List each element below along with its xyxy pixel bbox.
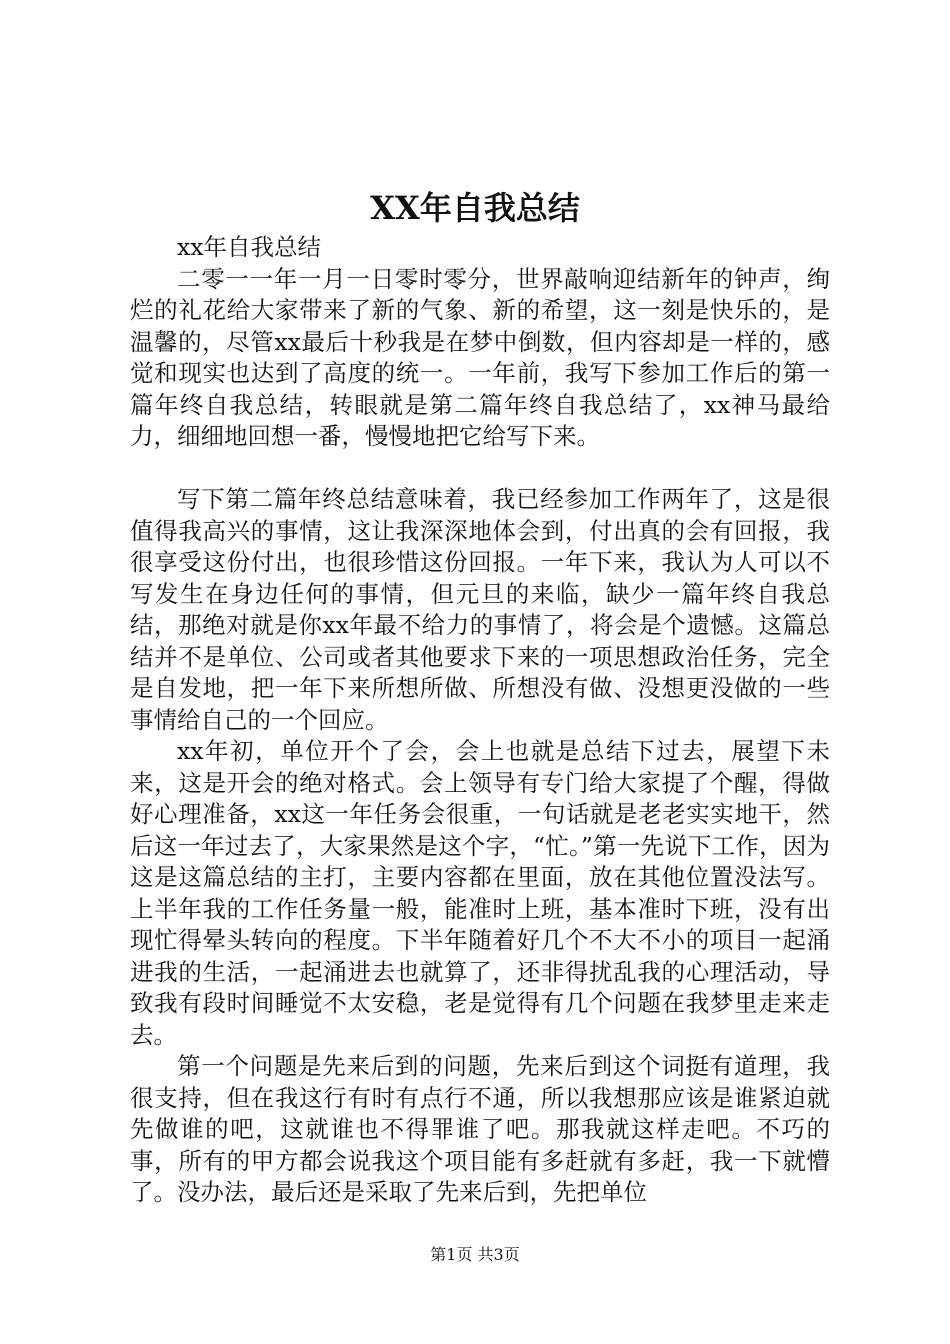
body-paragraph-2: 写下第二篇年终总结意味着，我已经参加工作两年了，这是很值得我高兴的事情，这让我深深地体会到，付出真的会有回报，我很享受这份付出，也很珍惜这份回报。一年下来，我认为人可以不写发生在身边任何的事情，但元旦的来临，缺少一篇年终自我总结，那绝对就是你xx年最不给力的事情了，将会是个遗憾。这篇总结并不是单位、公司或者其他要求下来的一项思想政治任务，完全是自发地，把一年下来所想所做、所想没有做、没想更没做的一些事情给自己的一个回应。 bbox=[130, 485, 830, 734]
body-paragraph-1: 二零一一年一月一日零时零分，世界敲响迎结新年的钟声，绚烂的礼花给大家带来了新的气象、新的希望，这一刻是快乐的，是温馨的，尽管xx最后十秒我是在梦中倒数，但内容却是一样的，感觉和现实也达到了高度的统一。一年前，我写下参加工作后的第一篇年终自我总结，转眼就是第二篇年终自我总结了，xx神马最给力，细细地回想一番，慢慢地把它给写下来。 bbox=[130, 264, 830, 450]
body-paragraph-3: xx年初，单位开个了会，会上也就是总结下过去，展望下未来，这是开会的绝对格式。会上领导有专门给大家提了个醒，得做好心理准备，xx这一年任务会很重，一句话就是老老实实地干，然后这一年过去了，大家果然是这个字，“忙。”第一先说下工作，因为这是这篇总结的主打，主要内容都在里面，放在其他位置没法写。上半年我的工作任务量一般，能准时上班，基本准时下班，没有出现忙得晕头转向的程度。下半年随着好几个不大不小的项目一起涌进我的生活，一起涌进去也就算了，还非得扰乱我的心理活动，导致我有段时间睡觉不太安稳，老是觉得有几个问题在我梦里走来走去。 bbox=[130, 737, 830, 1049]
document-body bbox=[130, 232, 830, 1209]
page-title: XX年自我总结 bbox=[370, 189, 580, 227]
subtitle-paragraph: xx年自我总结 bbox=[177, 233, 322, 261]
page-number-footer: 第1页 共3页 bbox=[430, 1245, 520, 1264]
body-paragraph-4: 第一个问题是先来后到的问题，先来后到这个词挺有道理，我很支持，但在我这行有时有点行不通，所以我想那应该是谁紧迫就先做谁的吧，这就谁也不得罪谁了吧。那我就这样走吧。不巧的事，所有的甲方都会说我这个项目能有多赶就有多赶，我一下就懵了。没办法，最后还是采取了先来后到，先把单位 bbox=[130, 1052, 830, 1206]
